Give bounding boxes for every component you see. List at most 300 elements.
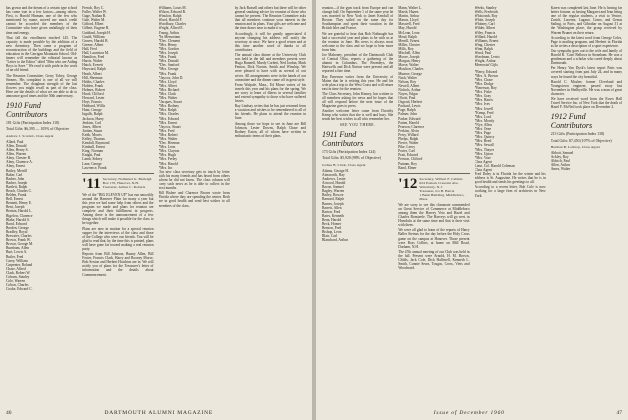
contributor-list-1910 — [6, 140, 77, 291]
fund-total-1910: Total Gifts: $6,395 — 105% of Objective — [6, 127, 70, 132]
contributor-name: *Mrs. Ralph — [158, 108, 177, 113]
fund-total-1911: Total Gifts: $5,920 (98% of Objective) — [322, 156, 381, 161]
paragraph: Ray Lindsay writes that he has just returned from a vacation and wishes to be remembered to all of his friends. He plans to attend the reunion in June. — [234, 104, 306, 121]
contributor-name: Goddard, Joseph H. — [82, 30, 111, 35]
contributor-list-1910-memorial — [159, 6, 230, 170]
issue-date-footer: Issue of December 1960 — [433, 410, 505, 416]
class-notes-1911 — [82, 193, 153, 277]
contributor-name: Hall, Fred — [82, 46, 97, 51]
contributor-name: Lawrence, Frank — [82, 165, 107, 170]
contributor-name: Adams, George H. — [322, 168, 349, 173]
contributor-name: Winslow, Ralph — [158, 14, 182, 19]
contributor-list-1911-continued — [398, 6, 469, 170]
contributor-name: Wells, Frederick — [474, 10, 499, 15]
paragraph: Karen was completed last June. He is having far better fortune, as having Margaret and Jean being one of the regular students, a visit to Venice, Zurich, Lucerne, Lugano, Como, and Genoa Sailing, to Paris, and Gibraltar on August 31 at the Washington place, the group received by Warren Brunet on their return. — [550, 6, 622, 35]
contributor-name: Hatch, Everett — [82, 63, 104, 68]
contributor-name: *Mrs. Richard — [158, 87, 180, 92]
left-column-3 — [159, 6, 230, 402]
memorial-name: *Emerson, Roy — [474, 86, 497, 91]
contributor-name: Maxwell, Fred — [398, 22, 420, 27]
contributor-name: Chase, Alfred — [6, 266, 26, 271]
contributor-name: *Dec. Herman — [158, 141, 180, 146]
class-numeral-1911: '11 — [82, 175, 101, 192]
contributor-list-1912 — [551, 151, 622, 171]
class-officers-1911 — [103, 177, 152, 189]
fund-heading-1911: 1911 Fund Contributors — [322, 129, 364, 148]
left-column-1 — [6, 6, 77, 402]
memorial-name: *Mrs. Quincy — [474, 135, 495, 140]
contributor-name: *Mrs. Henry — [158, 42, 177, 47]
contributor-name: Pearson, Clarence — [398, 124, 425, 129]
left-page — [0, 0, 312, 420]
memorial-name: *Mrs. Jewell — [474, 106, 494, 111]
contributor-name: Noyes, Edgar — [398, 91, 418, 96]
contributor-name: Coburn, Stanley — [6, 274, 30, 279]
paragraph: Our new class secretary gets in touch by letter with his many friends and has heard from others whom he did not know. The class column will carry such news as he is able to collect in the next months. — [158, 169, 230, 191]
contributor-name: Gale, Walter M. — [82, 18, 106, 23]
memorial-name: *Kemp, Fred — [474, 110, 494, 115]
contributor-name: *Mrs. Gordon — [158, 46, 179, 51]
contributor-name: Bishop, Leon — [322, 230, 342, 235]
contributor-name: Kimball, Ernest — [82, 145, 106, 150]
fund-participation-1911: 173 Gifts (Participation Index 124) — [322, 149, 376, 154]
divider — [398, 173, 469, 174]
contributor-name: *Mrs. Fred — [158, 128, 175, 133]
contributor-name: Jones, Albert — [82, 124, 102, 129]
paragraph: According to a recent letter, Bob Cole is now working for a large firm of architects in New York. — [474, 185, 546, 198]
page-number-right: 47 — [616, 410, 622, 416]
paragraph: Bill Bisbee and Clarence Brown wrote from Florida where they are spending the winter. Both are in good health and send best wishes to all members of the class. — [158, 191, 230, 208]
contributor-name: Allen, Arthur — [550, 163, 570, 168]
paragraph: The annual class dinner at the University Club was held in the fall and members present were Hugo Bunnell, Mardy Corbett, Ned Jordan, Mark Fenton, Dick Norton, Smith and Winship. We were pleased to have with us several of our wives. All arrangements were in the hands of our committee and the dinner came off in great style. — [234, 53, 306, 82]
contributor-name: Ackley, Roy — [550, 155, 569, 160]
contributor-name: Barber, John — [6, 176, 25, 181]
memorial-name: *Mrs. A. Brown — [474, 73, 498, 78]
contributor-name: Graves, Harold B. — [82, 38, 109, 43]
contributor-name: Wilder, Albert — [474, 26, 495, 31]
contributor-name: Bates, Kenneth — [322, 213, 344, 218]
contributor-name: Putnam, Roy — [398, 161, 418, 166]
contributor-name: Bartlett, Ralph — [6, 184, 28, 189]
contributor-name: Ames, Walter — [550, 167, 571, 172]
contributor-name: Bennett, Henry E. — [6, 201, 32, 206]
contributor-name: Hamilton, Fred — [82, 55, 105, 60]
contributor-name: *Mrs. Albert — [158, 83, 177, 88]
contributor-name: Wood, Paul — [474, 51, 492, 56]
contributor-name: Pratt, Edward — [398, 153, 419, 158]
memorial-name: *Mrs. Ives — [474, 102, 490, 107]
paragraph: Our sympathy goes out to the wife and family of Harold R. 'Cam' Bellows in Stoneham. He was a gentleman and a scholar who cared deeply about Dartmouth. — [550, 48, 622, 66]
memorial-name: *Mrs. Reed — [474, 139, 492, 144]
paragraph: We of the "BIG ELEVEN UP" has run smoothly around the Hanover Plain for many a year but this year we had some help from others and the program we made and plans for reunion are complete and their fulfillment in progress. Among these is the announcement of a few things which will make it possible for the class to be together. — [82, 192, 154, 226]
contributor-name: Mills, Roy — [398, 46, 414, 51]
memorial-name: *Mrs. Fiske — [474, 90, 492, 95]
agent-note: Class Agent — [474, 159, 492, 164]
contributor-name: *Mrs. Hugh — [158, 153, 176, 158]
paragraph: Plans are now in motion for a special reunion supper for the interviews of the class and those of the College who were our friends. You will be glad to read that, by the time this is printed, plans will have gone far toward making a real reunion party. — [82, 226, 154, 251]
fund-heading-1912: 1912 Fund Contributors — [550, 112, 593, 131]
contributor-name: Wright, Alfred E. — [158, 26, 184, 31]
contributor-name: Page, Ralph — [398, 108, 416, 113]
treasurer-line: Treasurer, Arthur C. Roberts — [102, 184, 146, 189]
contributor-name: *Dec. Clement — [158, 38, 181, 43]
paragraph: has grown and the dream of a certain type school has come true in a few factors—among others. First, is Harold Hinman, one of the few who mentioned by name, moved me much credit cannot be accorded the members of the Committee who have given unfailingly of their time and energy. — [6, 6, 78, 35]
contributor-name: Wiley, Francis — [474, 30, 496, 35]
contributor-name: Morse, Walter — [398, 63, 419, 68]
contributor-name: Greene, Albert — [82, 42, 104, 47]
contributor-name: Mason, Lloyd — [398, 18, 419, 23]
contributor-name: Jenkins, Carl — [82, 120, 102, 125]
contributor-name: Willard, Harold — [474, 34, 498, 39]
contributor-name: Ainsworth, Ray — [322, 172, 345, 177]
paragraph: We were all glad to learn of the reports of Harry Baller Steinus for the day before the Holy Cross game on the campus at Hanover. Those present were Ross Collins, at home on Mill Road, Durham, N.H. — [398, 228, 470, 249]
paragraph: We have received word from the Essex Hall Travel Service Inc. of New York that the death of Hazel F. McNeil took place on December 2. — [550, 96, 622, 110]
contributor-name: Winn, Ralph — [474, 46, 493, 51]
contributor-name: McLean, Leon — [398, 30, 420, 35]
contributor-name: Parker, Edward — [398, 116, 421, 121]
fund-total-1912: Total Gifts: $7,450 (107% of Objective) — [550, 138, 612, 143]
right-footer — [322, 410, 622, 416]
contributor-name: Allard, Paul — [6, 139, 24, 144]
left-col4-paragraphs — [235, 6, 306, 138]
contributor-name: Perry, Willard — [398, 132, 419, 137]
contributor-name: Perkins, Alvin — [398, 128, 419, 133]
contributor-name: *Mrs. Frank — [158, 71, 177, 76]
memorial-name: *Mrs. Gray — [474, 94, 492, 99]
contributor-name: Barton, Fred — [322, 209, 341, 214]
contributor-name: Burnham, Allen — [6, 246, 29, 251]
contributor-name: Hood, Clifford — [82, 91, 104, 96]
contributor-name: Wilson, Edward R. — [158, 10, 186, 15]
contributor-name: Hill, Sherman — [82, 75, 103, 80]
left-col1-paragraphs — [6, 6, 77, 98]
contributor-name: *In Memoriam — [158, 34, 181, 39]
contributor-name: Hall, Lauriston M. — [82, 51, 109, 56]
treasurer-line: Treasurer, Ira B. Harris — [419, 188, 455, 193]
contributor-name: Benton, Harold L. — [6, 209, 33, 214]
memorial-name: *Mrs. Moody — [474, 118, 495, 123]
contributor-name: Jackson, Harry — [82, 116, 104, 121]
contributor-name: Andrews, Lester — [322, 176, 346, 181]
paragraph: The Class Secretary, John Kinney, has written to all members asking for news and he hopes that all will respond before the next issue of the Magazine goes to press. — [322, 91, 394, 109]
memorial-name: *Mrs. Thayer — [474, 147, 494, 152]
contributor-name: Bailey, Merrill — [6, 168, 28, 173]
contributor-name: Preston, Clifford — [398, 157, 423, 162]
contributor-name: Knight, Paul — [82, 153, 101, 158]
contributor-name: Brown, Frank W. — [6, 238, 31, 243]
contributor-name: *Mrs. Ira — [158, 165, 172, 170]
paragraph: That fall the enrollment reached 145. The capacity is made possible by the addition of a new dormitory. Then came a program of reconstruction of the buildings and the field of education in the Carrigan Mountain School. Old-timers will remember the editorial known as "Letter to the Editor" titled "Men who are Aiding Boys to Save." We read it with pride in the work of an old friend. — [6, 35, 78, 73]
contributor-name: Bigelow, Clarence — [6, 213, 33, 218]
class-header-1911 — [82, 177, 153, 191]
contributor-name: Williams, Louis M. — [158, 6, 187, 10]
contributor-name: Patten, Harold — [398, 120, 420, 125]
contributor-name: Miller, Chester — [398, 42, 420, 47]
contributor-name: Hubbard, Willis — [82, 104, 106, 109]
paragraph: Per Henry Van Dyck's latest report Paris was covered starting from past July 24, and in many ways he found the city beautiful. — [550, 66, 622, 79]
contributor-name: Abbott, Samuel — [550, 151, 574, 156]
contributor-name: Allen, Donald — [6, 143, 27, 148]
contributor-name: *Dec. Sanford — [158, 63, 180, 68]
agent-note: Class Agent — [474, 167, 492, 172]
treasurer-address: 1 Bank Building, Middleboro, Mass. — [419, 192, 465, 201]
left-col3-paragraphs — [159, 170, 230, 208]
contributor-name: Beck, Homer — [322, 221, 342, 226]
contributor-name: French, Roy C. — [82, 6, 105, 10]
contributor-name: Bond, Edward — [6, 221, 27, 226]
left-footer — [6, 410, 306, 416]
class-header-1912 — [398, 177, 469, 201]
contributor-name: Whitcomb, Roy — [474, 14, 498, 19]
contributor-name: Carey, William — [6, 258, 28, 263]
secretary-line: Secretary, Wilbert F. Cabinis — [419, 176, 463, 181]
contributor-name: Kelley, Thomas — [82, 137, 105, 141]
paragraph: The Reunion Committee, Gerry Tobey, George Stearns. His complaint is one of all we will remember. The doughnut strength of the last flowers you might recall as part of the class. Here are the details of what we are able to do to announce good times and the 50th anniversary. — [6, 73, 78, 98]
contributor-name: Howard, Lester — [82, 96, 105, 101]
contributor-name: Martin, Arthur — [398, 14, 420, 19]
contributor-name: Marsh, Hazen — [398, 10, 419, 15]
contributor-name: Mead, Ralph — [398, 34, 417, 39]
contributor-name: Hunt, George — [82, 108, 102, 113]
contributor-name: Bell, Ernest — [6, 197, 23, 202]
contributor-name: *Jaycox, Stuart — [158, 124, 181, 129]
contributor-name: Blake, Harold S. — [6, 217, 30, 222]
contributor-name: Cole, Warren — [6, 279, 26, 284]
contributor-name: Hoyt, Francis — [82, 100, 102, 105]
right-page — [316, 0, 628, 420]
contributor-name: *Mrs. Leon — [158, 145, 176, 150]
fund-heading-1910: 1910 Fund Contributors — [6, 101, 48, 120]
class-agent-notes — [475, 160, 546, 172]
contributor-name: Barnes, Joseph — [322, 201, 344, 206]
contributor-name: Almy, Clarence A. — [6, 160, 33, 165]
contributor-name: Bradley, Royal — [6, 229, 28, 234]
contributor-name: Ingalls, Ralph — [82, 112, 103, 117]
contributor-name: Atwood, Harold — [322, 181, 346, 186]
paragraph: Among those we hope to see in June are Bill Johnson, Lester Downs, Ralph Chase and Rodney Eaton, all of whom have written in enthusiastic terms of their plans. — [234, 121, 306, 138]
contributor-name: *Mrs. Harold — [158, 161, 178, 166]
contributor-name: Packard, Lewis — [398, 104, 421, 109]
contributor-name: Barker, Joseph — [6, 180, 28, 185]
contributor-name: Bean, Harold — [322, 217, 342, 222]
memorial-gifts-list — [475, 70, 546, 160]
left-column-4 — [235, 6, 306, 402]
secretary-address: Box 170, Hanover, N.H. — [102, 180, 139, 185]
contributor-name: Baker, Carl — [6, 172, 23, 177]
secretary-city: Waterbury, N.J. — [419, 184, 443, 189]
contributor-name: Munroe, George — [398, 71, 422, 76]
contributor-name: Holmes, Robert — [82, 87, 106, 92]
contributor-name: Gage, Nathan B. — [82, 14, 107, 19]
closing-line: SEE YOU THERE. — [339, 122, 376, 127]
contributor-name: Allen, Warren — [6, 152, 27, 157]
contributor-name: Moulton, Charles — [398, 67, 424, 72]
memorial-name: *Mrs. Chase — [474, 77, 493, 82]
contributor-name: Bagley, Warren — [322, 189, 345, 194]
contributor-name: Rand, Elmer — [398, 165, 417, 170]
contributor-name: Hobbs, Charles — [82, 79, 105, 84]
left-column-2 — [82, 6, 153, 402]
contributor-name: Almy, Ernest — [6, 164, 25, 169]
contributor-name: Jordan, Stuart — [82, 128, 103, 133]
contributor-name: Porter, Carl — [398, 149, 415, 154]
paragraph: Reports from Bill Johnson, Bunny Allen, Bill Foster, Francis Clark, Harry and Rooney Morse, Bob Sexton and Herbert Hutchins are in. We will notify you of plans for the Treasurer's letter of information and the details about Commencement. — [82, 252, 154, 277]
contributor-name: Bacon, Samuel — [322, 185, 344, 190]
contributor-name: Nash, Walter — [398, 75, 417, 80]
contributor-name: Cooke, Edward C. — [6, 287, 33, 292]
contributor-name: *Mrs. Rodney — [158, 104, 180, 109]
contributor-name: Lamb, Sidney — [82, 157, 103, 162]
contributor-name: Gilbert, Eugene R. — [82, 26, 110, 31]
contributor-name: Colton, Charles — [6, 283, 29, 288]
contributor-name: *Jaycox, John D. — [158, 75, 184, 80]
contributor-name: *Mrs. Walter — [158, 137, 178, 141]
right-columns — [322, 6, 622, 402]
paragraph: Accordingly, it will be greatly appreciated if anyone changing his address will notify the secretary at once. We have a good return and at this time another word of thanks to all contributors. — [234, 31, 306, 52]
paragraph: Joe Mahoney, president of the Dartmouth Club of Central Ohio, reports a gathering of the alumni in Columbus. The Bromleys, the Hartwells and Dick Norton were present and all reported a fine time. — [322, 53, 394, 74]
paragraph: reunion—if the gym track from Europe and can change hall. On September 1 of the same year he was married in New York to Janet Kendall of Boston. They sailed on the same day for Southampton and spent their vacation in the British Isles and France. — [322, 6, 394, 31]
contributor-name: Morgan, Henry — [398, 59, 421, 64]
contributor-name: Merrill, Ernest — [398, 38, 420, 43]
contributor-name: Wood, Harold F. — [158, 18, 183, 23]
contributor-name: Williams, Ernest — [474, 38, 499, 43]
contributor-name: Brown, George M. — [6, 242, 34, 247]
contributor-name: Barnard, Ralph — [322, 197, 344, 202]
paragraph: We are sorry to see this classmate commended on Great Service of Commerce at Middleboro among them the Harvey Veto and Hazel and Charles Bonsteele. The Harveys will go west in Honolulu at the same time and that is their visit with them. — [398, 202, 470, 228]
contributor-name: *Mrs. Joseph — [158, 51, 178, 56]
right-column-3 — [475, 6, 546, 402]
contributor-name: *Mrs. Donald — [158, 59, 179, 64]
contributor-name: Almy, Chester B. — [6, 156, 31, 161]
right-col4-paragraphs — [551, 6, 622, 109]
contributor-name: Woodbury, Charles — [158, 22, 187, 27]
page-number-left: 46 — [6, 410, 12, 416]
contributor-name: *Mrs. Robert — [158, 132, 178, 137]
contributor-name: *Mrs. Edward — [158, 116, 180, 121]
memorial-name: *Nye, Allen — [474, 122, 492, 127]
contributor-name: Whitney, Carl — [474, 22, 495, 27]
contributor-name: Fuller, Walter W. — [82, 10, 107, 15]
contributor-name: Butler, Fred — [6, 254, 24, 259]
memorial-name: *Mrs. Sewall — [474, 143, 494, 148]
contributor-name: *Mrs. Frank — [158, 55, 177, 60]
memorial-name: *Mrs. Lord — [474, 114, 491, 119]
paragraph: The 47th annual meeting of our Club was held in the fall. Present were Arnold, H. M. Brown, Childs, Jack Cole, Dick Halliwell, Kenneth L. Smith, Connie Sears, Tougas, Cross, Viets and Woodward. — [398, 249, 470, 271]
contributor-name: Nichols, Arthur — [398, 87, 421, 92]
contributor-name: Burt, Lewis A. — [6, 250, 28, 255]
contributor-name: Osgood, Herbert — [398, 100, 423, 105]
class-agent-1910: Andrew J. Scarlett, Class Agent — [6, 133, 54, 138]
contributor-name: Barrett, Allen — [322, 205, 342, 210]
contributor-name: Kendall, Raymond — [82, 141, 110, 146]
contributor-name: Olcott, Paul — [398, 96, 416, 101]
contributor-name: Bent, Joseph — [6, 205, 25, 210]
paragraph: Another welcome letter came from Dorothy Kemp who writes that she is well and busy. She sends her best wishes to all who remember her. — [322, 109, 394, 122]
contributor-name: Allen, Henry S. — [6, 148, 29, 153]
memorial-name: *Mrs. Vose — [474, 155, 491, 160]
contributor-list-1910-continued — [82, 6, 153, 170]
class-agent-1911: Joshua B. Clark, Class Agent — [322, 162, 366, 167]
magazine-title-footer: DARTMOUTH ALUMNI MAGAZINE — [104, 410, 214, 416]
contributor-name: Lane, George — [82, 161, 102, 166]
memorial-name: *Mrs. Upton — [474, 151, 493, 156]
contributor-name: *Mrs. George — [158, 67, 179, 72]
contributor-name: *Mrs. Lloyd — [158, 79, 177, 84]
memorial-name: *Mrs. Harris — [474, 98, 493, 103]
left-columns — [6, 6, 306, 402]
contributor-name: Pike, Leroy — [398, 145, 416, 150]
memorial-name: *Mrs. Page — [474, 131, 491, 136]
contributor-name: Carpenter, Roland — [6, 262, 33, 267]
contributor-name: Harris, Walter — [82, 59, 103, 64]
divider — [82, 173, 153, 174]
right-column-4 — [551, 6, 622, 402]
contributor-name: Beach, Charles C. — [6, 189, 32, 193]
right-column-2 — [398, 6, 469, 402]
contributor-name: Keith, Morris — [82, 132, 102, 137]
right-column-1 — [322, 6, 393, 402]
paragraph: Harold C. Mosher, former Cleveland and Youngstown engineer, passed away last November in Shelbyville. He was a man of great character. — [550, 79, 622, 96]
contributor-name: Woodman, Lewis — [474, 55, 500, 60]
contributor-name: May, Harold — [398, 26, 417, 31]
contributor-name: Weeks, Stanley — [474, 6, 497, 10]
paragraph: According to the latest word from George Coles, Page is mailing program, and Herbert in Florida as he writes a description of a sport experience. — [550, 35, 622, 48]
contributor-name: *Jacques, Stuart — [158, 100, 182, 105]
contributor-name: Palmer, John — [398, 112, 417, 117]
contributor-name: Gould, William — [82, 34, 105, 39]
fund-participation-1910: 181 Gifts (Participation Index 118) — [6, 121, 60, 126]
contributor-name: Aldrich, Paul — [550, 159, 570, 164]
contributor-name: Newell, Albert — [398, 83, 420, 88]
paragraph: Ray Emerson writes from the University of Maine that he is retiring this year. He and his wife plan a trip to the West Coast and will return east in time for the reunion. — [322, 74, 394, 91]
class-numeral-1912: '12 — [398, 175, 418, 192]
secretary-line: Secretary, Nathaniel G. Burleigh — [102, 176, 152, 181]
contributor-name: Blair, Carl — [322, 234, 338, 239]
paragraph: Fred Daley is in Florida for the winter and his address is St. Augustine. He writes that he is in good health and sends his greetings to all. — [474, 172, 546, 185]
contributor-name: *Mrs. Walter — [158, 96, 178, 101]
class-agent-1912: Herman B. Lothrop, Class Agent — [550, 145, 600, 150]
memorial-name: *Mrs. Dodge — [474, 82, 494, 86]
memorial-gifts-heading: Memorial Gifts — [474, 63, 498, 68]
right-col1-paragraphs — [322, 6, 393, 122]
memorial-name: *Berry, Edward — [474, 69, 498, 74]
contributor-name: Wright, Arthur — [474, 59, 496, 64]
contributor-name: Wing, Chester — [474, 42, 496, 47]
contributor-name: Nelson, Roy — [398, 79, 417, 84]
contributor-name: Heath, Albert — [82, 71, 102, 76]
contributor-name: Mitchell, Allen — [398, 51, 421, 56]
contributor-list-1911-end — [475, 6, 546, 63]
paragraph: We are grateful to hear that Bob Nothnagle has had a successful year and plans to be with us at the reunion in June. His news is always most welcome to the class and we hope to hear more from him. — [322, 31, 394, 52]
contributor-name: White, Joseph — [474, 18, 495, 23]
contributor-name: Clark, Robert W. — [6, 270, 31, 275]
contributor-name: Borden, George — [6, 225, 29, 230]
contributor-name: *Mrs. Ernest — [158, 120, 178, 125]
contributor-name: Pierce, Walter — [398, 141, 419, 146]
contributor-name: Brewster, Charles — [6, 234, 32, 239]
contributor-name: Phelps, Ralph — [398, 137, 419, 141]
contributor-name: *Mrs. Clark — [158, 91, 176, 96]
paragraph: From Walpole, Mass., Ed Morse writes of his travels this year and his plans for the spring. We are sorry to learn of illness in several families and extend sympathy to those who have suffered losses. — [234, 82, 306, 104]
contributor-name: Holden, Frank — [82, 83, 104, 88]
class-officers-1912 — [419, 177, 469, 201]
contributor-name: Gifford, Elbert — [82, 22, 104, 27]
contributor-name: Benson, Fred — [322, 226, 342, 231]
contributor-name: Moore, Joseph — [398, 55, 420, 60]
contributor-name: Young, Arthur — [158, 30, 180, 35]
contributor-name: Mann, Walter L. — [398, 6, 422, 10]
memorial-name: *Mrs. Orne — [474, 127, 492, 132]
